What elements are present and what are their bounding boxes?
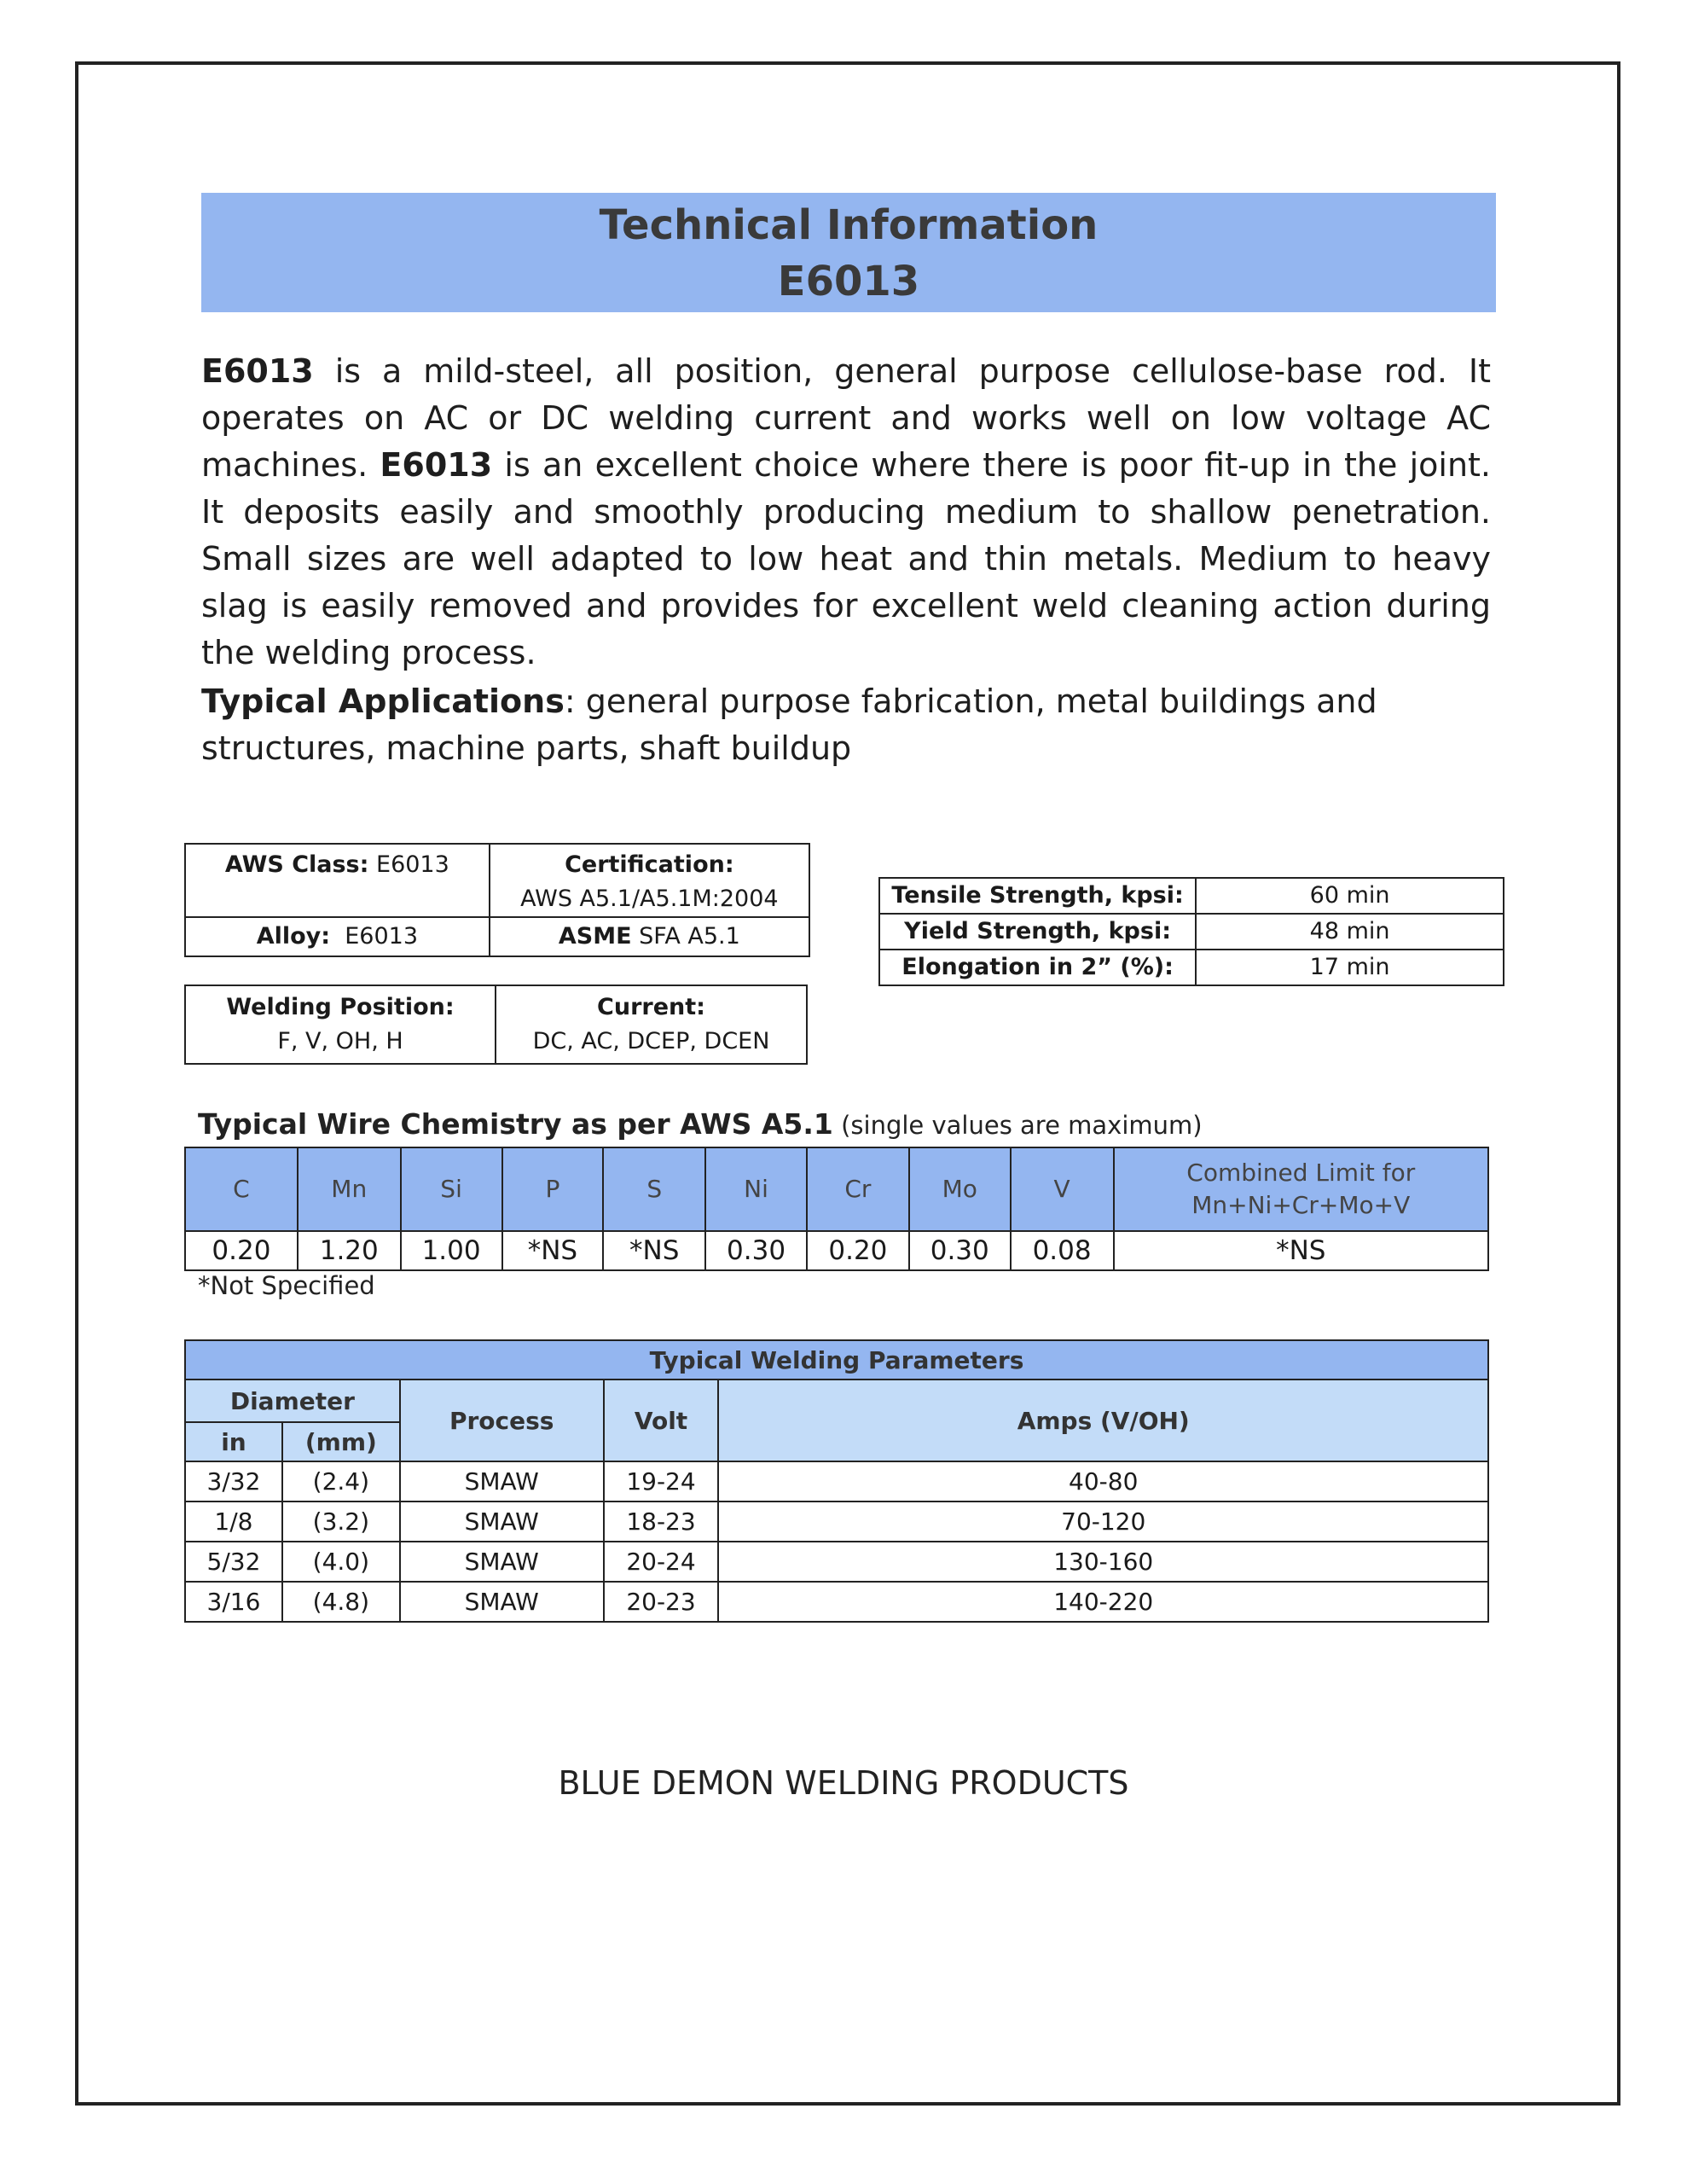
chem-header-mn: Mn xyxy=(298,1147,401,1231)
description-code-2: E6013 xyxy=(380,446,493,484)
table-row xyxy=(185,1461,1488,1502)
process-value: SMAW xyxy=(400,1542,604,1582)
in-header: in xyxy=(185,1422,282,1461)
current-label: Current: xyxy=(597,994,705,1020)
table-row xyxy=(185,1542,1488,1582)
chem-value-si: 1.00 xyxy=(401,1231,502,1270)
strength-label: Tensile Strength, kpsi: xyxy=(879,878,1196,914)
diameter-mm: (4.0) xyxy=(282,1542,400,1582)
parameters-title: Typical Welding Parameters xyxy=(185,1340,1488,1380)
strength-label: Elongation in 2” (%): xyxy=(879,950,1196,985)
amps-value: 40-80 xyxy=(718,1461,1488,1502)
page-title: Technical Information xyxy=(599,201,1099,249)
combined-header-line2: Mn+Ni+Cr+Mo+V xyxy=(1191,1191,1411,1219)
diameter-in: 3/16 xyxy=(185,1582,282,1622)
alloy-value: E6013 xyxy=(330,923,418,950)
chem-value-combined: *NS xyxy=(1114,1231,1489,1270)
chem-header-combined xyxy=(1114,1147,1489,1231)
description-text-2: is an excellent choice where there is poor fit-up in the joint. It deposits easily and smoothly producing medium to shallow penetration. Small sizes are well adapted to low heat and thin metals. Medium to heavy slag is easily removed and provides for excellent weld cleaning action during the welding process. xyxy=(201,446,1492,671)
alloy-label: Alloy: xyxy=(256,923,331,950)
chemistry-table xyxy=(184,1147,1489,1271)
certification-cell xyxy=(490,844,809,917)
volt-value: 20-24 xyxy=(604,1542,719,1582)
aws-class-value: E6013 xyxy=(368,851,449,878)
table-row xyxy=(185,1502,1488,1542)
strength-row xyxy=(879,950,1504,985)
diameter-mm: (4.8) xyxy=(282,1582,400,1622)
amps-value: 70-120 xyxy=(718,1502,1488,1542)
aws-class-cell xyxy=(185,844,490,917)
company-footer: BLUE DEMON WELDING PRODUCTS xyxy=(558,1764,1129,1802)
process-value: SMAW xyxy=(400,1461,604,1502)
volt-value: 18-23 xyxy=(604,1502,719,1542)
combined-header-line1: Combined Limit for xyxy=(1186,1159,1416,1187)
applications-text: : general purpose fabrication, metal buildings and structures, machine parts, shaft buildup xyxy=(201,682,1377,767)
welding-parameters-table xyxy=(184,1339,1489,1623)
title-banner xyxy=(201,193,1496,312)
diameter-in: 5/32 xyxy=(185,1542,282,1582)
aws-class-label: AWS Class: xyxy=(224,851,369,878)
current-value: DC, AC, DCEP, DCEN xyxy=(532,1028,770,1054)
asme-cell xyxy=(490,917,809,956)
chem-value-v: 0.08 xyxy=(1011,1231,1114,1270)
strength-value: 17 min xyxy=(1196,950,1504,985)
chem-value-ni: 0.30 xyxy=(705,1231,807,1270)
applications-label: Typical Applications xyxy=(201,682,565,720)
strength-value: 60 min xyxy=(1196,878,1504,914)
process-header: Process xyxy=(400,1380,604,1461)
strength-row xyxy=(879,914,1504,950)
chemistry-subtitle: (single values are maximum) xyxy=(832,1111,1203,1140)
strength-label: Yield Strength, kpsi: xyxy=(879,914,1196,950)
chem-value-p: *NS xyxy=(502,1231,604,1270)
description-code-1: E6013 xyxy=(201,352,314,390)
strength-value: 48 min xyxy=(1196,914,1504,950)
typical-applications xyxy=(201,678,1493,772)
process-value: SMAW xyxy=(400,1582,604,1622)
diameter-in: 3/32 xyxy=(185,1461,282,1502)
chemistry-title-text: Typical Wire Chemistry as per AWS A5.1 xyxy=(198,1107,833,1141)
chem-header-v: V xyxy=(1011,1147,1114,1231)
volt-value: 19-24 xyxy=(604,1461,719,1502)
chem-header-cr: Cr xyxy=(807,1147,909,1231)
diameter-mm: (3.2) xyxy=(282,1502,400,1542)
process-value: SMAW xyxy=(400,1502,604,1542)
asme-label: ASME xyxy=(558,923,632,950)
mm-header: (mm) xyxy=(282,1422,400,1461)
diameter-mm: (2.4) xyxy=(282,1461,400,1502)
chem-value-mo: 0.30 xyxy=(909,1231,1011,1270)
chem-header-si: Si xyxy=(401,1147,502,1231)
certification-value: AWS A5.1/A5.1M:2004 xyxy=(520,886,779,912)
amps-value: 130-160 xyxy=(718,1542,1488,1582)
certification-label: Certification: xyxy=(565,851,734,878)
aws-class-table xyxy=(184,843,810,957)
asme-value: SFA A5.1 xyxy=(631,923,740,950)
current-cell xyxy=(496,985,807,1064)
product-code-title: E6013 xyxy=(777,258,920,305)
alloy-cell xyxy=(185,917,490,956)
amps-value: 140-220 xyxy=(718,1582,1488,1622)
table-row xyxy=(185,1582,1488,1622)
chemistry-title xyxy=(198,1107,1203,1141)
chem-header-mo: Mo xyxy=(909,1147,1011,1231)
chem-value-s: *NS xyxy=(603,1231,705,1270)
chem-value-mn: 1.20 xyxy=(298,1231,401,1270)
chem-header-ni: Ni xyxy=(705,1147,807,1231)
diameter-header: Diameter xyxy=(185,1380,400,1422)
position-cell xyxy=(185,985,496,1064)
chem-header-c: C xyxy=(185,1147,298,1231)
amps-header: Amps (V/OH) xyxy=(718,1380,1488,1461)
chem-value-cr: 0.20 xyxy=(807,1231,909,1270)
chem-values-row xyxy=(185,1231,1488,1270)
welding-position-table xyxy=(184,985,808,1065)
strength-row xyxy=(879,878,1504,914)
chem-header-p: P xyxy=(502,1147,604,1231)
volt-header: Volt xyxy=(604,1380,719,1461)
not-specified-note: *Not Specified xyxy=(198,1271,375,1300)
product-description xyxy=(201,348,1491,677)
volt-value: 20-23 xyxy=(604,1582,719,1622)
chem-value-c: 0.20 xyxy=(185,1231,298,1270)
chem-header-s: S xyxy=(603,1147,705,1231)
position-value: F, V, OH, H xyxy=(277,1028,403,1054)
diameter-in: 1/8 xyxy=(185,1502,282,1542)
strength-table xyxy=(878,877,1504,986)
position-label: Welding Position: xyxy=(226,994,455,1020)
description-text-1: is a mild-steel, all position, general purpose cellulose-base rod. It operates on AC or DC welding current and works well on low voltage AC machines. xyxy=(201,352,1491,484)
